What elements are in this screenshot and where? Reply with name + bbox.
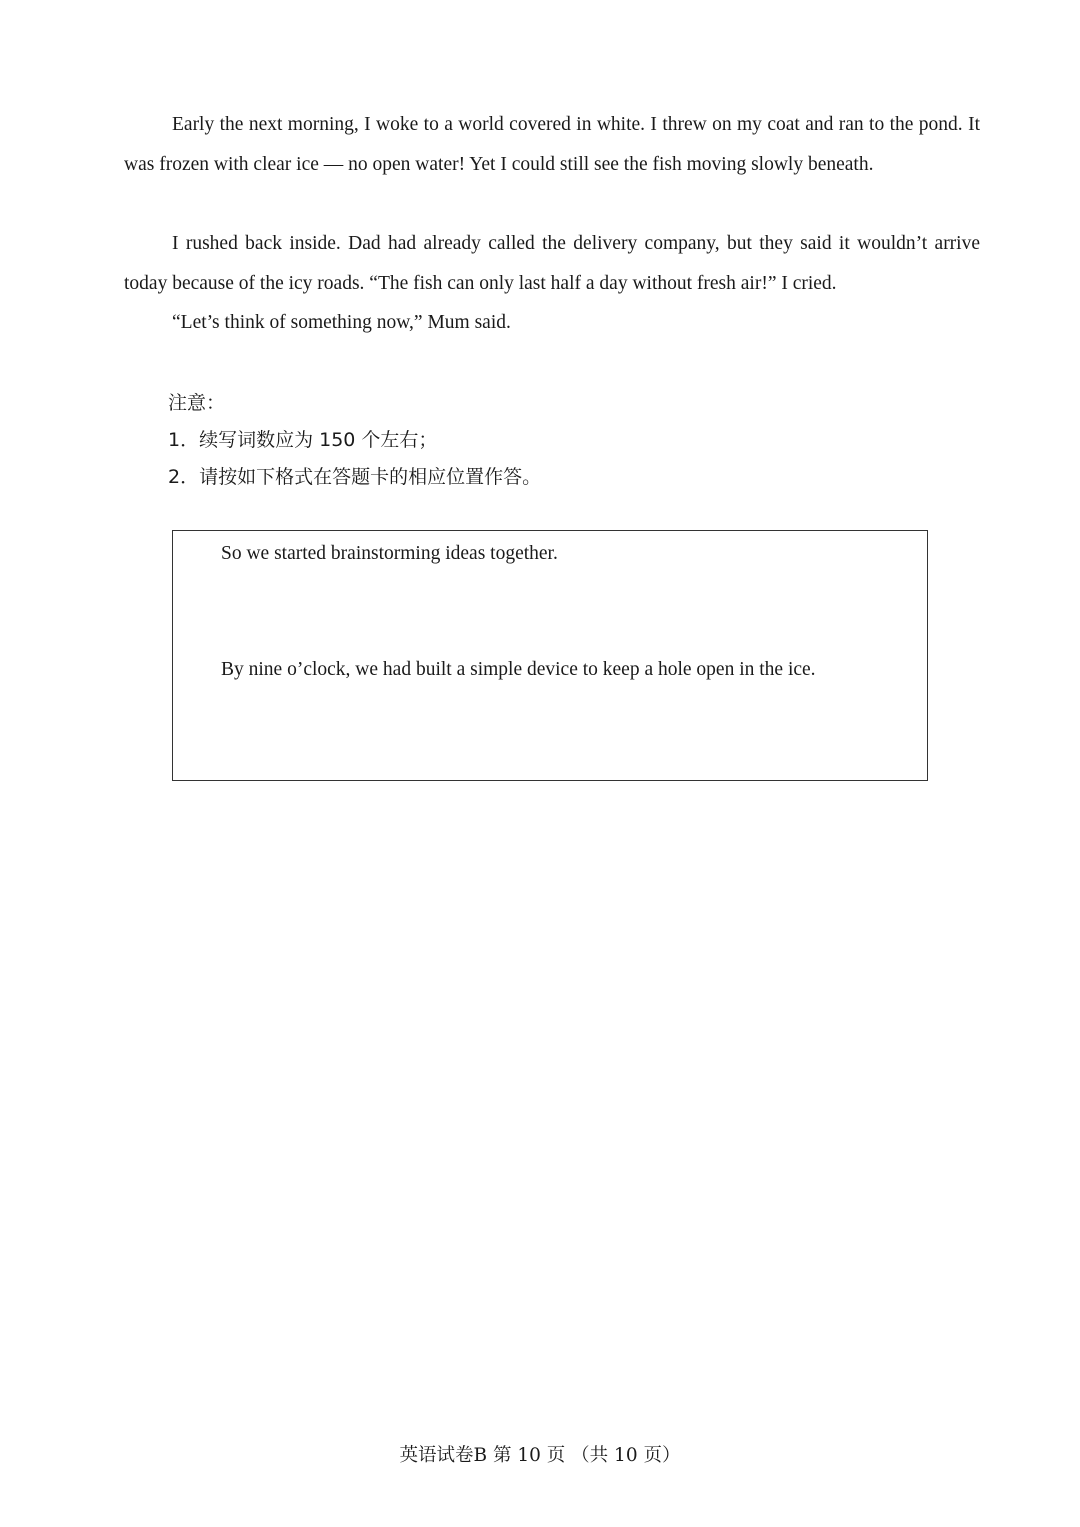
page-footer: 英语试卷B 第 10 页 （共 10 页）	[399, 1445, 681, 1466]
answer-box-opening-line-2: By nine o’clock, we had built a simple device to keep a hole open in the ice.	[221, 659, 816, 680]
notes-item-1: 1．续写词数应为 150 个左右；	[168, 429, 438, 451]
notes-item-2: 2．请按如下格式在答题卡的相应位置作答。	[168, 466, 542, 488]
answer-box-opening-line-1: So we started brainstorming ideas together.	[221, 543, 558, 564]
passage-paragraph-3: “Let’s think of something now,” Mum said.	[172, 312, 511, 333]
passage-paragraph-1: Early the next morning, I woke to a world covered in white. I threw on my coat and ran to the pond. It was frozen with clear ice — no open water! Yet I could still see the fish moving slowly beneath.	[124, 114, 980, 175]
answer-format-box	[172, 530, 928, 781]
notes-title: 注意：	[168, 392, 226, 414]
passage-paragraph-2: I rushed back inside. Dad had already called the delivery company, but they said it wouldn’t arrive today because of the icy roads. “The fish can only last half a day without fresh air!” I cried.	[124, 233, 980, 294]
